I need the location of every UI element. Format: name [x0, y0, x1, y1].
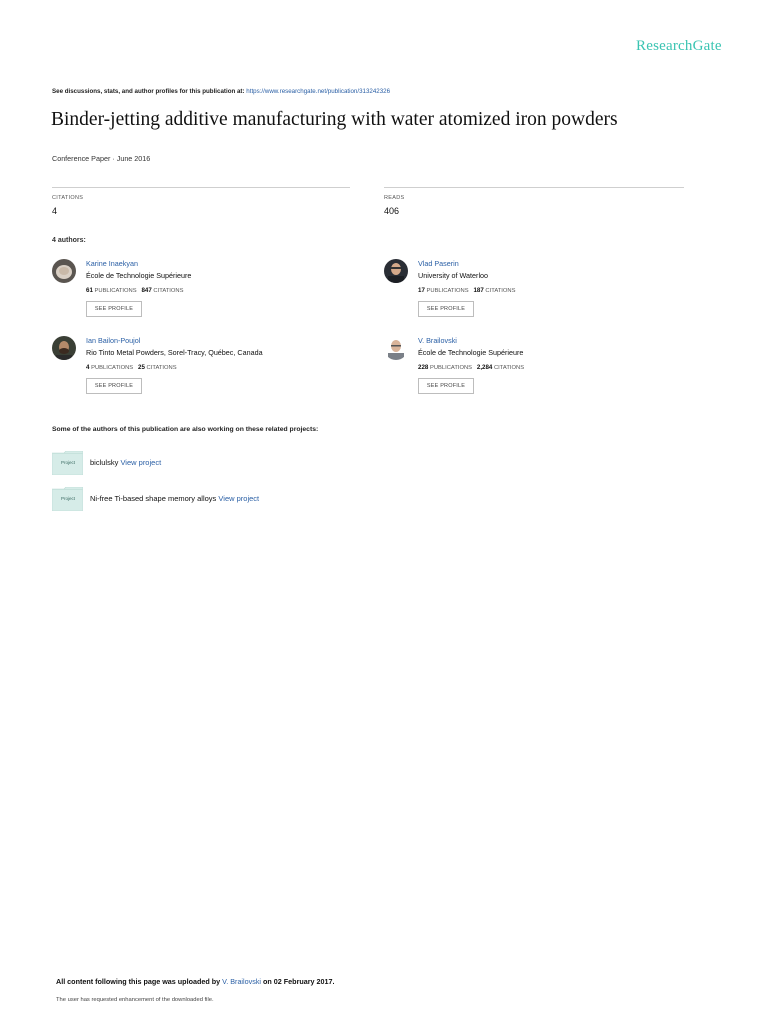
- see-profile-button[interactable]: SEE PROFILE: [418, 378, 474, 394]
- view-project-link[interactable]: View project: [218, 494, 260, 503]
- citations-value: 4: [52, 206, 58, 216]
- project-icon-label: Project: [61, 460, 76, 465]
- author-name[interactable]: Vlad Paserin: [418, 259, 459, 268]
- uploader-link[interactable]: V. Brailovski: [222, 977, 262, 986]
- author-stats: 61 PUBLICATIONS 847 CITATIONS: [86, 287, 184, 294]
- author-card: [384, 336, 684, 406]
- author-affiliation: École de Technologie Supérieure: [86, 271, 192, 280]
- project-text: biclulsky View project: [90, 458, 162, 467]
- avatar[interactable]: [52, 336, 76, 360]
- author-stats: 228 PUBLICATIONS 2,284 CITATIONS: [418, 364, 525, 371]
- author-affiliation: École de Technologie Supérieure: [418, 348, 524, 357]
- reads-divider: [384, 187, 684, 188]
- citations-label: CITATIONS: [52, 195, 84, 201]
- avatar[interactable]: [384, 259, 408, 283]
- avatar[interactable]: [52, 259, 76, 283]
- discussion-note: [52, 88, 390, 95]
- publication-link[interactable]: https://www.researchgate.net/publication/313242326: [246, 88, 391, 95]
- reads-value: 406: [384, 206, 400, 216]
- author-affiliation: University of Waterloo: [418, 271, 489, 280]
- author-stats: 4 PUBLICATIONS 25 CITATIONS: [86, 364, 177, 371]
- author-card: [52, 336, 352, 406]
- author-name[interactable]: Ian Bailon-Poujol: [86, 336, 141, 345]
- view-project-link[interactable]: View project: [120, 458, 162, 467]
- upload-note: All content following this page was uploaded by V. Brailovski on 02 February 2017.: [56, 977, 335, 986]
- author-name[interactable]: V. Brailovski: [418, 336, 457, 345]
- project-icon: [52, 451, 83, 475]
- enhancement-note: The user has requested enhancement of the downloaded file.: [56, 997, 214, 1003]
- see-profile-button[interactable]: SEE PROFILE: [418, 301, 474, 317]
- reads-label: READS: [384, 195, 405, 201]
- project-item: [52, 451, 452, 475]
- discussion-prefix: See discussions, stats, and author profiles for this publication at:: [52, 88, 245, 95]
- project-item: [52, 487, 452, 511]
- citations-divider: [52, 187, 350, 188]
- project-text: Ni-free Ti-based shape memory alloys View project: [90, 494, 260, 503]
- project-icon: [52, 487, 83, 511]
- avatar[interactable]: [384, 336, 408, 360]
- see-profile-button[interactable]: SEE PROFILE: [86, 378, 142, 394]
- author-affiliation: Rio Tinto Metal Powders, Sorel-Tracy, Québec, Canada: [86, 348, 263, 357]
- author-name[interactable]: Karine Inaekyan: [86, 259, 138, 268]
- see-profile-button[interactable]: SEE PROFILE: [86, 301, 142, 317]
- publication-type: Conference Paper · June 2016: [52, 154, 151, 163]
- publication-title: Binder-jetting additive manufacturing with water atomized iron powders: [51, 109, 618, 130]
- author-stats: 17 PUBLICATIONS 187 CITATIONS: [418, 287, 516, 294]
- authors-count: 4 authors:: [52, 237, 86, 244]
- author-card: [384, 259, 684, 329]
- researchgate-logo[interactable]: ResearchGate: [636, 38, 722, 54]
- related-projects-heading: Some of the authors of this publication are also working on these related projects:: [52, 426, 319, 433]
- project-icon-label: Project: [61, 496, 76, 501]
- author-card: [52, 259, 352, 329]
